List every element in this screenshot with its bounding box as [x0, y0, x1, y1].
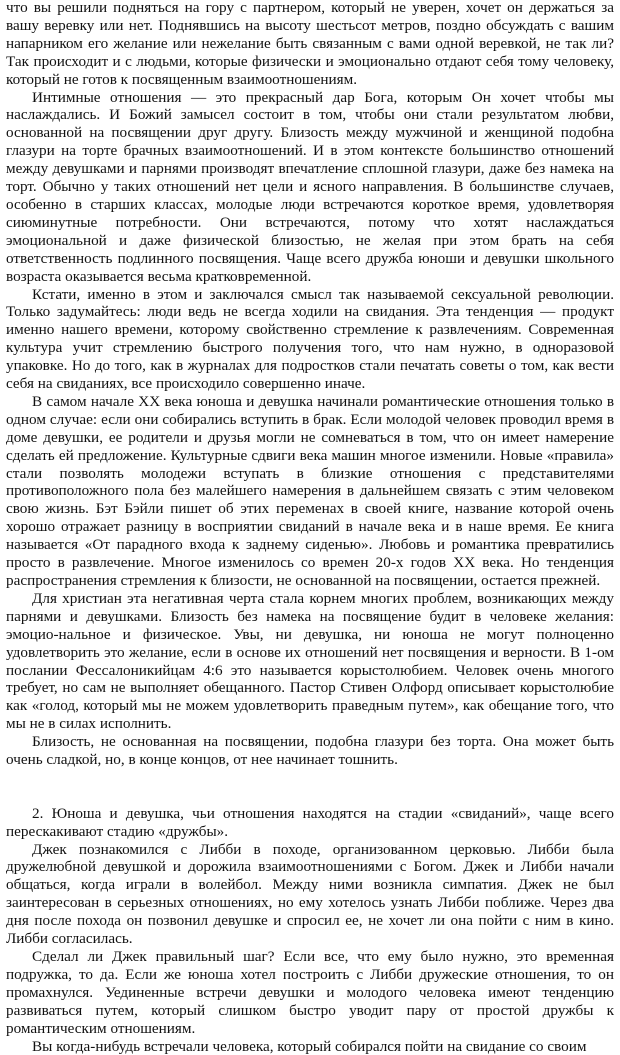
paragraph-right-step: Сделал ли Джек правильный шаг? Если все, что ему было нужно, это временная подружка, то да. Если же юноша хотел построить с Либби дружеские отношения, то он промахнулся. Уединенные встречи девушки и молодого человека имеют тенденцию развиваться путем, который слишком быстро уводит пару от простой дружбы к романтическим отношениям. — [6, 948, 614, 1037]
blank-space — [6, 787, 614, 805]
section-heading-2: 2. Юноша и девушка, чьи отношения находятся на стадии «свиданий», чаще всего перескакивают стадию «дружбы». — [6, 804, 614, 840]
paragraph-last-line: Вы когда-нибудь встречали человека, который собирался пойти на свидание со своим — [32, 1037, 587, 1055]
paragraph-closeness: Близость, не основанная на посвящении, подобна глазури без торта. Она может быть очень сладкой, но, в конце концов, от нее начинает тошнить. — [6, 733, 614, 769]
paragraph-intimacy: Интимные отношения — это прекрасный дар Бога, которым Он хочет чтобы мы наслаждались. И Божий замысел состоит в том, чтобы они стали результатом любви, основанной на посвящении друг другу. Близость между мужчиной и женщиной подобна глазури на торте брачных взаимоотношений. И в этом контексте большинство отношений между девушками и парнями производят впечатление сплошной глазури, даже без намека на торт. Обычно у таких отношений нет цели и ясного направления. В большинстве случаев, особенно в старших классах, молодые люди встречаются короткое время, удовлетворяя сиюминутные потребности. Они встречаются, потому что хотят наслаждаться эмоциональной и даже физической близостью, не желая при этом брать на себя ответственность подлинного посвящения. Чаще всего дружба юноши и девушки школьного возраста оказывается весьма кратковременной. — [6, 88, 614, 285]
paragraph-continuation: что вы решили подняться на гору с партнером, который не уверен, хочет он держаться за вашу веревку или нет. Поднявшись на высоту шестьсот метров, поздно обсуждать с вашим напарником его желание или нежелание быть связанным с вами одной веревкой, не так ли? Так происходит и с людьми, которые физически и эмоционально отдают себя тому человеку, который не готов к посвященным взаимоотношениям. — [6, 0, 614, 88]
blank-space — [6, 769, 614, 787]
paragraph-christians: Для христиан эта негативная черта стала корнем многих проблем, возникающих между парнями и девушками. Близость без намека на посвящение будит в человеке желания: эмоцио-нальное и физическое. Увы, ни девушка, ни юноша не могут полноценно удовлетворить это желание, если в основе их отношений нет посвящения и верности. В 1-ом послании Фессалоникийцам 4:6 это называется корыстолюбием. Человек очень многого требует, но сам не выполняет обещанного. Пастор Стивен Олфорд описывает корыстолюбие как «голод, который мы не можем удовлетворить праведным путем», как обещание того, что мы не в силах исполнить. — [6, 589, 614, 733]
paragraph-jack-libby: Джек познакомился с Либби в походе, организованном церковью. Либби была дружелюбной девушкой и дорожила взаимоотношениями с Богом. Джек и Либби начали общаться, когда играли в волейбол. Между ними возникла симпатия. Джек не был заинтересован в серьезных отношениях, но ему хотелось узнать Либби поближе. Через два дня после похода он позвонил девушке и спросил ее, не хочет ли она пойти с ним в кино. Либби согласилась. — [6, 840, 614, 948]
paragraph-twentieth-century: В самом начале XX века юноша и девушка начинали романтические отношения только в одном случае: если они собирались вступить в брак. Если молодой человек проводил время в доме девушки, ее родители и друзья могли не сомневаться в том, что он имеет намерение сделать ей предложение. Культурные сдвиги века машин многое изменили. Новые «правила» стали позволять молодежи вступать в близкие отношения с представителями противоположного пола без малейшего намерения в дальнейшем связать с этим человеком свою жизнь. Бэт Бэйли пишет об этих переменах в своей книге, название которой очень хорошо отражает разницу в восприятии свиданий в начале века и в наше время. Ее книга называется «От парадного входа к заднему сиденью». Любовь и романтика превратились просто в развлечение. Многое изменилось со времен 20-х годов XX века. Но тенденция распространения стремления к близости, не основанной на посвящении, остается прежней. — [6, 392, 614, 589]
paragraph-revolution: Кстати, именно в этом и заключался смысл так называемой сексуальной революции. Только задумайтесь: люди ведь не всегда ходили на свидания. Эта тенденция — продукт именно нашего времени, которому свойственно стремление к развлечениям. Современная культура учит стремлению быстрого получения того, что нам нужно, в одноразовой упаковке. Но до того, как в журналах для подростков стали печатать советы о том, как вести себя на свиданиях, все происходило совершенно иначе. — [6, 285, 614, 393]
